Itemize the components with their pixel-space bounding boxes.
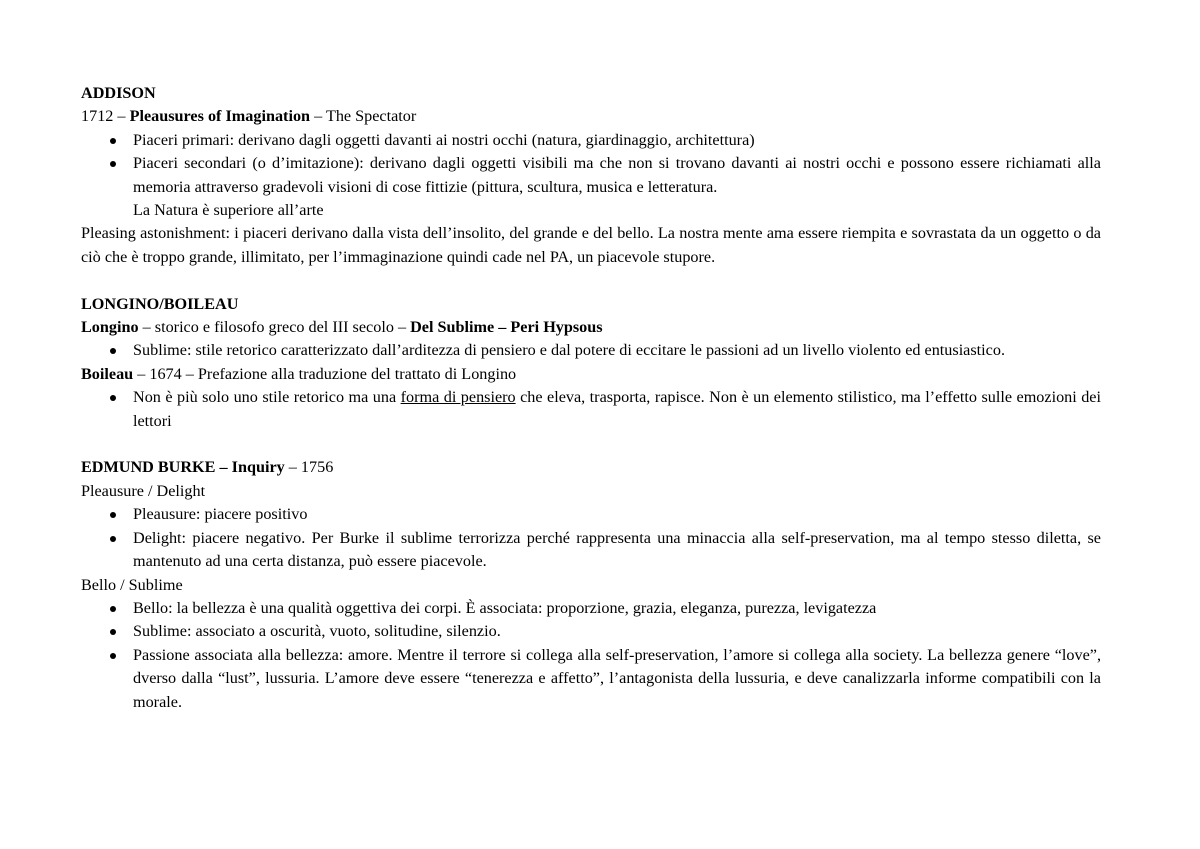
list-item-text: Piaceri secondari (o d’imitazione): derivano dagli oggetti visibili ma che non si trovano davanti ai nostri occhi e possono essere richiamati alla memoria attraverso gradevoli visioni di cose fittizie (pittura, scultura, musica e letteratura. (133, 154, 1101, 196)
list-item: Sublime: stile retorico caratterizzato dall’arditezza di pensiero e dal potere di eccitare le passioni ad un livello violento ed entusiastico. (81, 339, 1101, 362)
section-spacer (81, 433, 1101, 456)
longino-line (81, 316, 1101, 339)
section-spacer (81, 269, 1101, 292)
addison-publication: – The Spectator (310, 107, 417, 126)
list-item-text: che eleva, trasporta, rapisce. Non è un elemento stilistico, ma l’effetto sulle emozioni dei lettori (133, 388, 1101, 430)
burke-bullet-list-2 (81, 597, 1101, 714)
section-heading-burke (81, 456, 1101, 479)
longino-name: Longino (81, 318, 139, 337)
list-item-text: Non è più solo uno stile retorico ma una (133, 388, 401, 407)
document-page (81, 82, 1101, 714)
longino-work2: Peri Hypsous (510, 318, 603, 337)
list-item: Sublime: associato a oscurità, vuoto, solitudine, silenzio. (81, 620, 1101, 643)
burke-year: – 1756 (284, 458, 334, 477)
list-item-note: La Natura è superiore all’arte (133, 201, 324, 220)
addison-year: 1712 – (81, 107, 130, 126)
list-item (81, 386, 1101, 433)
longino-work1: Del Sublime (410, 318, 495, 337)
list-item: Pleausure: piacere positivo (81, 503, 1101, 526)
addison-work-title: Pleausures of Imagination (129, 107, 311, 126)
addison-bullet-list (81, 129, 1101, 223)
section-heading-addison: ADDISON (81, 84, 156, 102)
burke-bullet-list-1 (81, 503, 1101, 573)
addison-work-line (81, 105, 1101, 128)
list-item: Piaceri primari: derivano dagli oggetti davanti ai nostri occhi (natura, giardinaggio, architettura) (81, 129, 1101, 152)
section-heading-longino: LONGINO/BOILEAU (81, 294, 239, 313)
addison-paragraph: Pleasing astonishment: i piaceri derivano dalla vista dell’insolito, del grande e del bello. La nostra mente ama essere riempita e sovrastata da un oggetto o da ciò che è troppo grande, illimitato, per l’immaginazione quindi cade nel PA, un piacevole stupore. (81, 224, 1101, 266)
longino-bullet-list (81, 339, 1101, 362)
burke-subheading-1: Pleausure / Delight (81, 481, 206, 500)
list-item: Passione associata alla bellezza: amore. Mentre il terrore si collega alla self-preservation, l’amore si collega alla society. La bellezza genere “love”, dverso dalla “lust”, lussuria. L’amore deve essere “tenerezza e affetto”, l’antagonista della lussuria, e deve canalizzarla informe compatibili con la morale. (81, 644, 1101, 714)
burke-name: EDMUND BURKE (81, 458, 216, 477)
boileau-bullet-list (81, 386, 1101, 433)
boileau-name: Boileau (81, 364, 134, 383)
boileau-desc: – 1674 – Prefazione alla traduzione del trattato di Longino (133, 364, 517, 383)
boileau-line (81, 363, 1101, 386)
list-item (81, 152, 1101, 222)
longino-desc: – storico e filosofo greco del III secolo – (138, 318, 411, 337)
longino-sep: – (494, 318, 511, 337)
burke-subheading-2: Bello / Sublime (81, 575, 183, 594)
burke-sep: – (215, 458, 232, 477)
list-item: Delight: piacere negativo. Per Burke il sublime terrorizza perché rappresenta una minaccia alla self-preservation, ma al tempo stesso diletta, se mantenuto ad una certa distanza, può essere piacevole. (81, 527, 1101, 574)
burke-work: Inquiry (231, 458, 285, 477)
list-item: Bello: la bellezza è una qualità oggettiva dei corpi. È associata: proporzione, grazia, eleganza, purezza, levigatezza (81, 597, 1101, 620)
underlined-phrase: forma di pensiero (400, 388, 516, 407)
